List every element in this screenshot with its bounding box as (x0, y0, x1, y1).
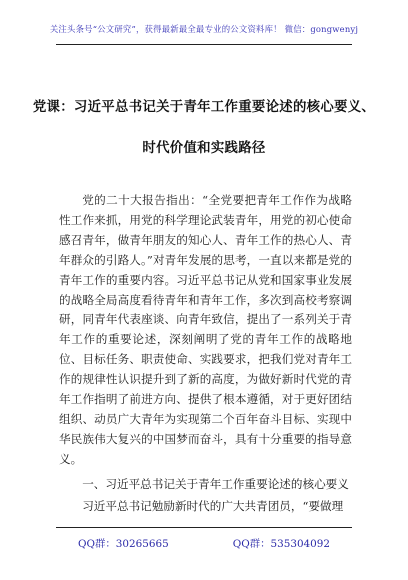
document-title-line-2: 时代价值和实践路径 (142, 140, 266, 156)
header-divider (56, 44, 352, 45)
section-heading-1: 一、习近平总书记关于青年工作重要论述的核心要义 (82, 477, 349, 491)
footer (0, 535, 408, 550)
body-paragraph-1: 党的二十大报告指出：“全党要把青年工作作为战略性工作来抓，用党的科学理论武装青年，用党的初心使命感召青年，做青年朋友的知心人、青年工作的热心人、青年群众的引路人。”对青年发展的思考，一直以来都是党的青年工作的重要内容。习近平总书记从党和国家事业发展的战略全局高度看待青年和青年工作，多次到高校考察调研，同青年代表座谈、向青年致信，提出了一系列关于青年工作的重要论述，深刻阐明了党的青年工作的战略地位、目标任务、职责使命、实践要求，把我们党对青年工作的规律性认识提升到了新的高度，为做好新时代党的青年工作指明了前进方向、提供了根本遵循，对于更好团结组织、动员广大青年为实现第二个百年奋斗目标、实现中华民族伟大复兴的中国梦而奋斗，具有十分重要的指导意义。 (59, 193, 352, 466)
footer-divider (56, 527, 352, 528)
document-title-line-1: 党课：习近平总书记关于青年工作重要论述的核心要义、 (32, 99, 376, 115)
footer-qq-group-2: QQ群：535304092 (232, 538, 331, 550)
header-note: 关注头条号“公文研究”，获得最新最全最专业的公文资料库！ 微信：gongwenyj (49, 24, 359, 34)
body-paragraph-2: 习近平总书记勉励新时代的广大共青团员，“要做理 (82, 499, 344, 513)
footer-qq-group-1: QQ群：30265665 (77, 538, 169, 550)
